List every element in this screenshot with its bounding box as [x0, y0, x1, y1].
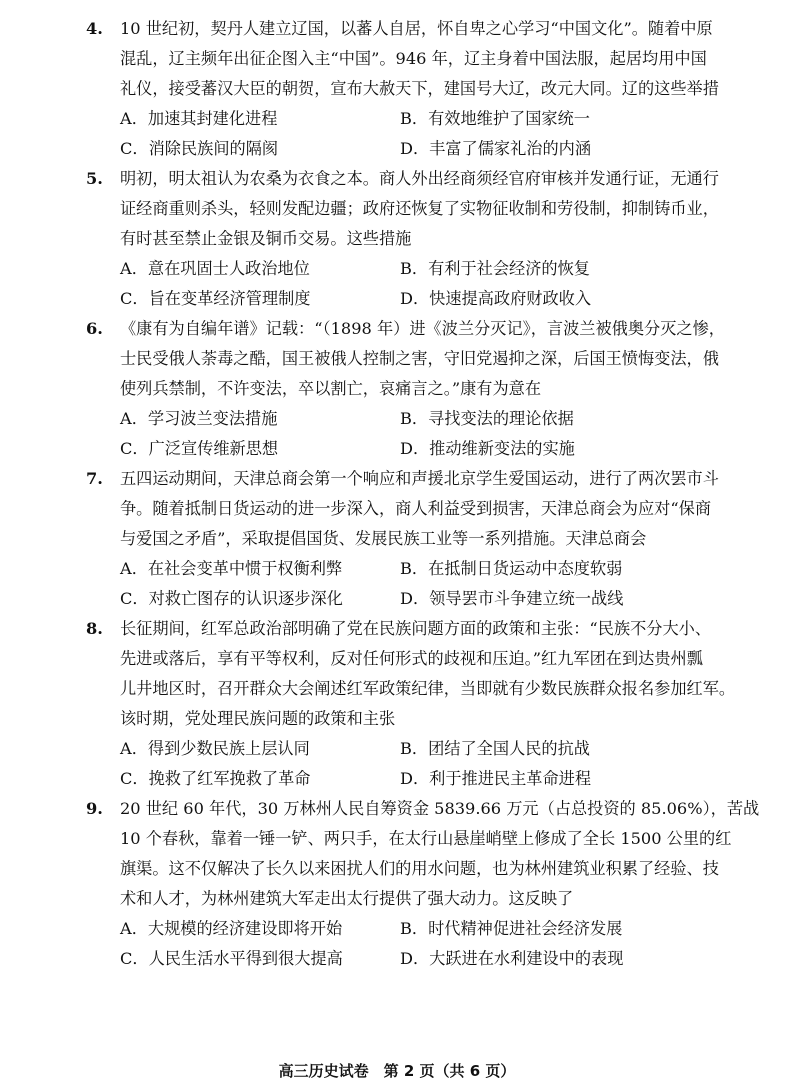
- question-stem-line: [86, 164, 726, 194]
- question-stem-line: [86, 314, 726, 344]
- question-3: [86, 464, 726, 614]
- answer-option: C．对救亡图存的认识逐步深化: [120, 589, 343, 608]
- answer-option: B．寻找变法的理论依据: [400, 409, 574, 428]
- answer-option: B．有利于社会经济的恢复: [400, 259, 590, 278]
- question-stem-text: 明初，明太祖认为农桑为衣食之本。商人外出经商须经官府审核并发通行证，无通行: [120, 169, 719, 188]
- question-stem-line: [86, 344, 726, 374]
- question-stem-line: [86, 74, 726, 104]
- question-list: [86, 14, 760, 974]
- question-number: 7.: [86, 469, 103, 488]
- answer-options: [86, 404, 726, 464]
- answer-option: C．广泛宣传维新思想: [120, 439, 279, 458]
- question-stem-text: 该时期，党处理民族问题的政策和主张: [120, 709, 396, 728]
- question-stem-text: 争。随着抵制日货运动的进一步深入，商人利益受到损害，天津总商会为应对“保商: [120, 499, 712, 518]
- question-stem-line: [86, 374, 726, 404]
- question-stem-text: 10 世纪初，契丹人建立辽国，以蕃人自居，怀自卑之心学习“中国文化”。随着中原: [120, 19, 713, 38]
- answer-option: D．领导罢市斗争建立统一战线: [400, 589, 624, 608]
- question-stem-line: [86, 674, 736, 704]
- answer-option: A．在社会变革中惯于权衡利弊: [120, 559, 343, 578]
- question-number: 5.: [86, 169, 103, 188]
- answer-option: D．丰富了儒家礼治的内涵: [400, 139, 592, 158]
- question-stem-line: [86, 494, 726, 524]
- question-stem-text: 10 个春秋，靠着一锤一铲、两只手，在太行山悬崖峭壁上修成了全长 1500 公里的红: [120, 829, 732, 848]
- question-stem-line: [86, 824, 732, 854]
- question-number: 9.: [86, 799, 103, 818]
- question-stem-line: [86, 524, 726, 554]
- answer-option: A．加速其封建化进程: [120, 109, 278, 128]
- question-stem-line: [86, 44, 726, 74]
- question-stem-text: 20 世纪 60 年代，30 万林州人民自筹资金 5839.66 万元（占总投资的 85.06%），苦战: [120, 799, 760, 818]
- question-stem-text: 士民受俄人荼毒之酷，国王被俄人控制之害，守旧党遏抑之深，后国王愤悔变法，俄: [120, 349, 719, 368]
- answer-option: A．学习波兰变法措施: [120, 409, 278, 428]
- answer-option: D．利于推进民主革命进程: [400, 769, 592, 788]
- question-stem-line: [86, 704, 726, 734]
- question-stem-line: [86, 194, 726, 224]
- answer-option: C．人民生活水平得到很大提高: [120, 949, 343, 968]
- question-stem-text: 五四运动期间，天津总商会第一个响应和声援北京学生爱国运动，进行了两次罢市斗: [120, 469, 719, 488]
- question-1: [86, 164, 726, 314]
- question-stem-text: 与爱国之矛盾”，采取提倡国货、发展民族工业等一系列措施。天津总商会: [120, 529, 647, 548]
- question-number: 6.: [86, 319, 103, 338]
- question-stem-line: [86, 854, 726, 884]
- question-stem-text: 《康有为自编年谱》记载：“（1898 年）进《波兰分灭记》，言波兰被俄奥分灭之惨，: [120, 319, 725, 338]
- answer-option: A．大规模的经济建设即将开始: [120, 919, 343, 938]
- answer-option: C．挽救了红军挽救了革命: [120, 769, 311, 788]
- answer-option: B．时代精神促进社会经济发展: [400, 919, 623, 938]
- question-stem-text: 有时甚至禁止金银及铜币交易。这些措施: [120, 229, 412, 248]
- question-number: 4.: [86, 19, 103, 38]
- question-4: [86, 614, 736, 794]
- question-stem-line: [86, 794, 760, 824]
- question-stem-line: [86, 614, 726, 644]
- question-number: 8.: [86, 619, 103, 638]
- question-stem-text: 使列兵禁制，不许变法，卒以割亡，哀痛言之。”康有为意在: [120, 379, 542, 398]
- answer-options: [86, 734, 726, 794]
- answer-option: B．有效地维护了国家统一: [400, 109, 590, 128]
- answer-option: D．大跃进在水利建设中的表现: [400, 949, 624, 968]
- answer-options: [86, 104, 726, 164]
- answer-option: C．旨在变革经济管理制度: [120, 289, 311, 308]
- question-stem-line: [86, 14, 726, 44]
- question-stem-text: 礼仪，接受蕃汉大臣的朝贺，宣布大赦天下，建国号大辽，改元大同。辽的这些举措: [120, 79, 719, 98]
- question-stem-line: [86, 644, 726, 674]
- question-stem-text: 旗渠。这不仅解决了长久以来困扰人们的用水问题，也为林州建筑业积累了经验、技: [120, 859, 719, 878]
- answer-options: [86, 914, 726, 974]
- page-footer: 高三历史试卷 第 2 页（共 6 页）: [278, 1062, 516, 1080]
- question-stem-text: 儿井地区时，召开群众大会阐述红军政策纪律，当即就有少数民族群众报名参加红军。: [120, 679, 736, 698]
- question-stem-line: [86, 884, 726, 914]
- question-stem-line: [86, 464, 726, 494]
- answer-option: A．得到少数民族上层认同: [120, 739, 310, 758]
- question-stem-text: 证经商重则杀头，轻则发配边疆；政府还恢复了实物征收制和劳役制，抑制铸币业，: [120, 199, 719, 218]
- question-stem-text: 长征期间，红军总政治部明确了党在民族问题方面的政策和主张：“民族不分大小、: [120, 619, 712, 638]
- answer-option: C．消除民族间的隔阂: [120, 139, 279, 158]
- question-stem-text: 混乱，辽主频年出征企图入主“中国”。946 年，辽主身着中国法服，起居均用中国: [120, 49, 707, 68]
- answer-option: D．推动维新变法的实施: [400, 439, 575, 458]
- answer-option: A．意在巩固士人政治地位: [120, 259, 310, 278]
- answer-option: B．团结了全国人民的抗战: [400, 739, 590, 758]
- answer-options: [86, 554, 726, 614]
- answer-option: B．在抵制日货运动中态度软弱: [400, 559, 623, 578]
- question-5: [86, 794, 760, 974]
- question-2: [86, 314, 726, 464]
- question-stem-line: [86, 224, 726, 254]
- question-0: [86, 14, 726, 164]
- question-stem-text: 术和人才，为林州建筑大军走出太行提供了强大动力。这反映了: [120, 889, 574, 908]
- answer-options: [86, 254, 726, 314]
- question-stem-text: 先进或落后，享有平等权利，反对任何形式的歧视和压迫。”红九军团在到达贵州瓢: [120, 649, 703, 668]
- answer-option: D．快速提高政府财政收入: [400, 289, 592, 308]
